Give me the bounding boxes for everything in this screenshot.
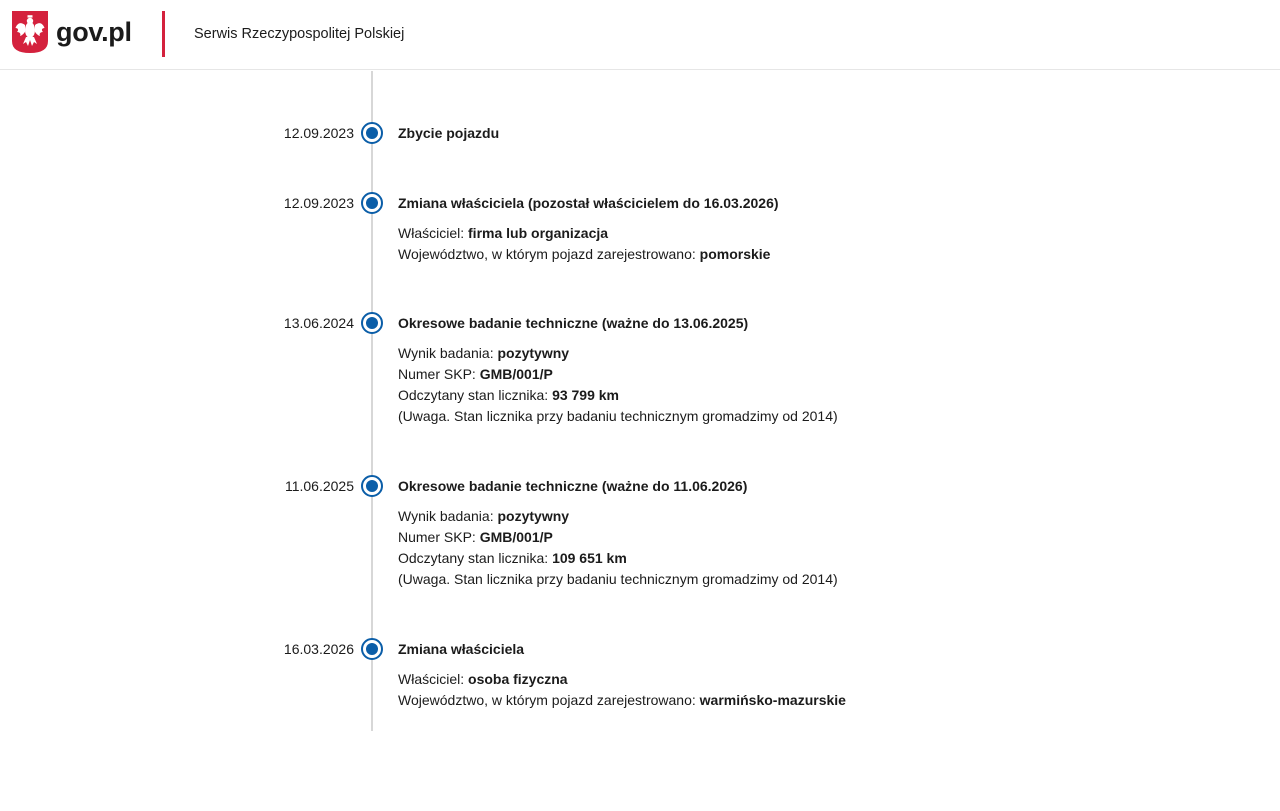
detail-row bbox=[398, 569, 838, 590]
timeline-marker-icon bbox=[361, 122, 383, 144]
detail-row bbox=[398, 364, 838, 385]
timeline-marker-icon bbox=[361, 638, 383, 660]
event-date: 16.03.2026 bbox=[283, 641, 354, 657]
event-title: Zmiana właściciela (pozostał właścicielem do 16.03.2026) bbox=[398, 195, 779, 211]
event-date: 13.06.2024 bbox=[283, 315, 354, 331]
event-title: Zbycie pojazdu bbox=[398, 125, 500, 141]
detail-value: pozytywny bbox=[497, 345, 570, 361]
vehicle-history-timeline bbox=[0, 71, 1280, 811]
detail-label: Właściciel: bbox=[398, 671, 469, 687]
detail-label: Województwo, w którym pojazd zarejestrowano: bbox=[398, 246, 700, 262]
detail-row bbox=[398, 527, 838, 548]
detail-row bbox=[398, 690, 846, 711]
detail-label: Wynik badania: bbox=[398, 508, 498, 524]
event-date: 11.06.2025 bbox=[284, 478, 354, 494]
event-details bbox=[398, 669, 846, 711]
polish-eagle-emblem-icon[interactable] bbox=[12, 11, 48, 53]
detail-value: GMB/001/P bbox=[479, 529, 553, 545]
event-details bbox=[398, 343, 838, 427]
event-title: Okresowe badanie techniczne (ważne do 11.06.2026) bbox=[398, 478, 748, 494]
timeline-marker-icon bbox=[361, 475, 383, 497]
eagle-shield-icon bbox=[12, 11, 48, 53]
detail-row bbox=[398, 223, 770, 244]
timeline-marker-icon bbox=[361, 192, 383, 214]
detail-value: warmińsko-mazurskie bbox=[699, 692, 846, 708]
detail-value: firma lub organizacja bbox=[468, 225, 609, 241]
detail-row bbox=[398, 343, 838, 364]
detail-label: Województwo, w którym pojazd zarejestrowano: bbox=[398, 692, 700, 708]
event-details bbox=[398, 223, 770, 265]
detail-label: (Uwaga. Stan licznika przy badaniu technicznym gromadzimy od 2014) bbox=[398, 571, 838, 587]
site-header bbox=[0, 0, 1280, 70]
detail-label: Odczytany stan licznika: bbox=[398, 550, 553, 566]
timeline-marker-icon bbox=[361, 312, 383, 334]
detail-label: (Uwaga. Stan licznika przy badaniu technicznym gromadzimy od 2014) bbox=[398, 408, 838, 424]
detail-label: Odczytany stan licznika: bbox=[398, 387, 553, 403]
service-name: Serwis Rzeczypospolitej Polskiej bbox=[194, 26, 405, 42]
event-title: Okresowe badanie techniczne (ważne do 13.06.2025) bbox=[398, 315, 749, 331]
detail-value: pomorskie bbox=[699, 246, 771, 262]
detail-label: Numer SKP: bbox=[398, 529, 480, 545]
detail-row bbox=[398, 669, 846, 690]
detail-label: Numer SKP: bbox=[398, 366, 480, 382]
detail-value: GMB/001/P bbox=[479, 366, 553, 382]
detail-row bbox=[398, 406, 838, 427]
event-date: 12.09.2023 bbox=[283, 125, 354, 141]
timeline-line bbox=[371, 71, 373, 731]
detail-value: pozytywny bbox=[497, 508, 570, 524]
detail-value: osoba fizyczna bbox=[468, 671, 568, 687]
event-date: 12.09.2023 bbox=[283, 195, 354, 211]
detail-value: 109 651 km bbox=[552, 550, 627, 566]
brand-link[interactable]: gov.pl bbox=[56, 17, 132, 47]
detail-row bbox=[398, 548, 838, 569]
detail-row bbox=[398, 244, 770, 265]
event-details bbox=[398, 506, 838, 590]
detail-row bbox=[398, 506, 838, 527]
detail-row bbox=[398, 385, 838, 406]
event-title: Zmiana właściciela bbox=[398, 641, 525, 657]
detail-label: Wynik badania: bbox=[398, 345, 498, 361]
detail-label: Właściciel: bbox=[398, 225, 469, 241]
detail-value: 93 799 km bbox=[552, 387, 620, 403]
timeline-fade bbox=[240, 741, 620, 811]
header-divider bbox=[162, 11, 165, 57]
